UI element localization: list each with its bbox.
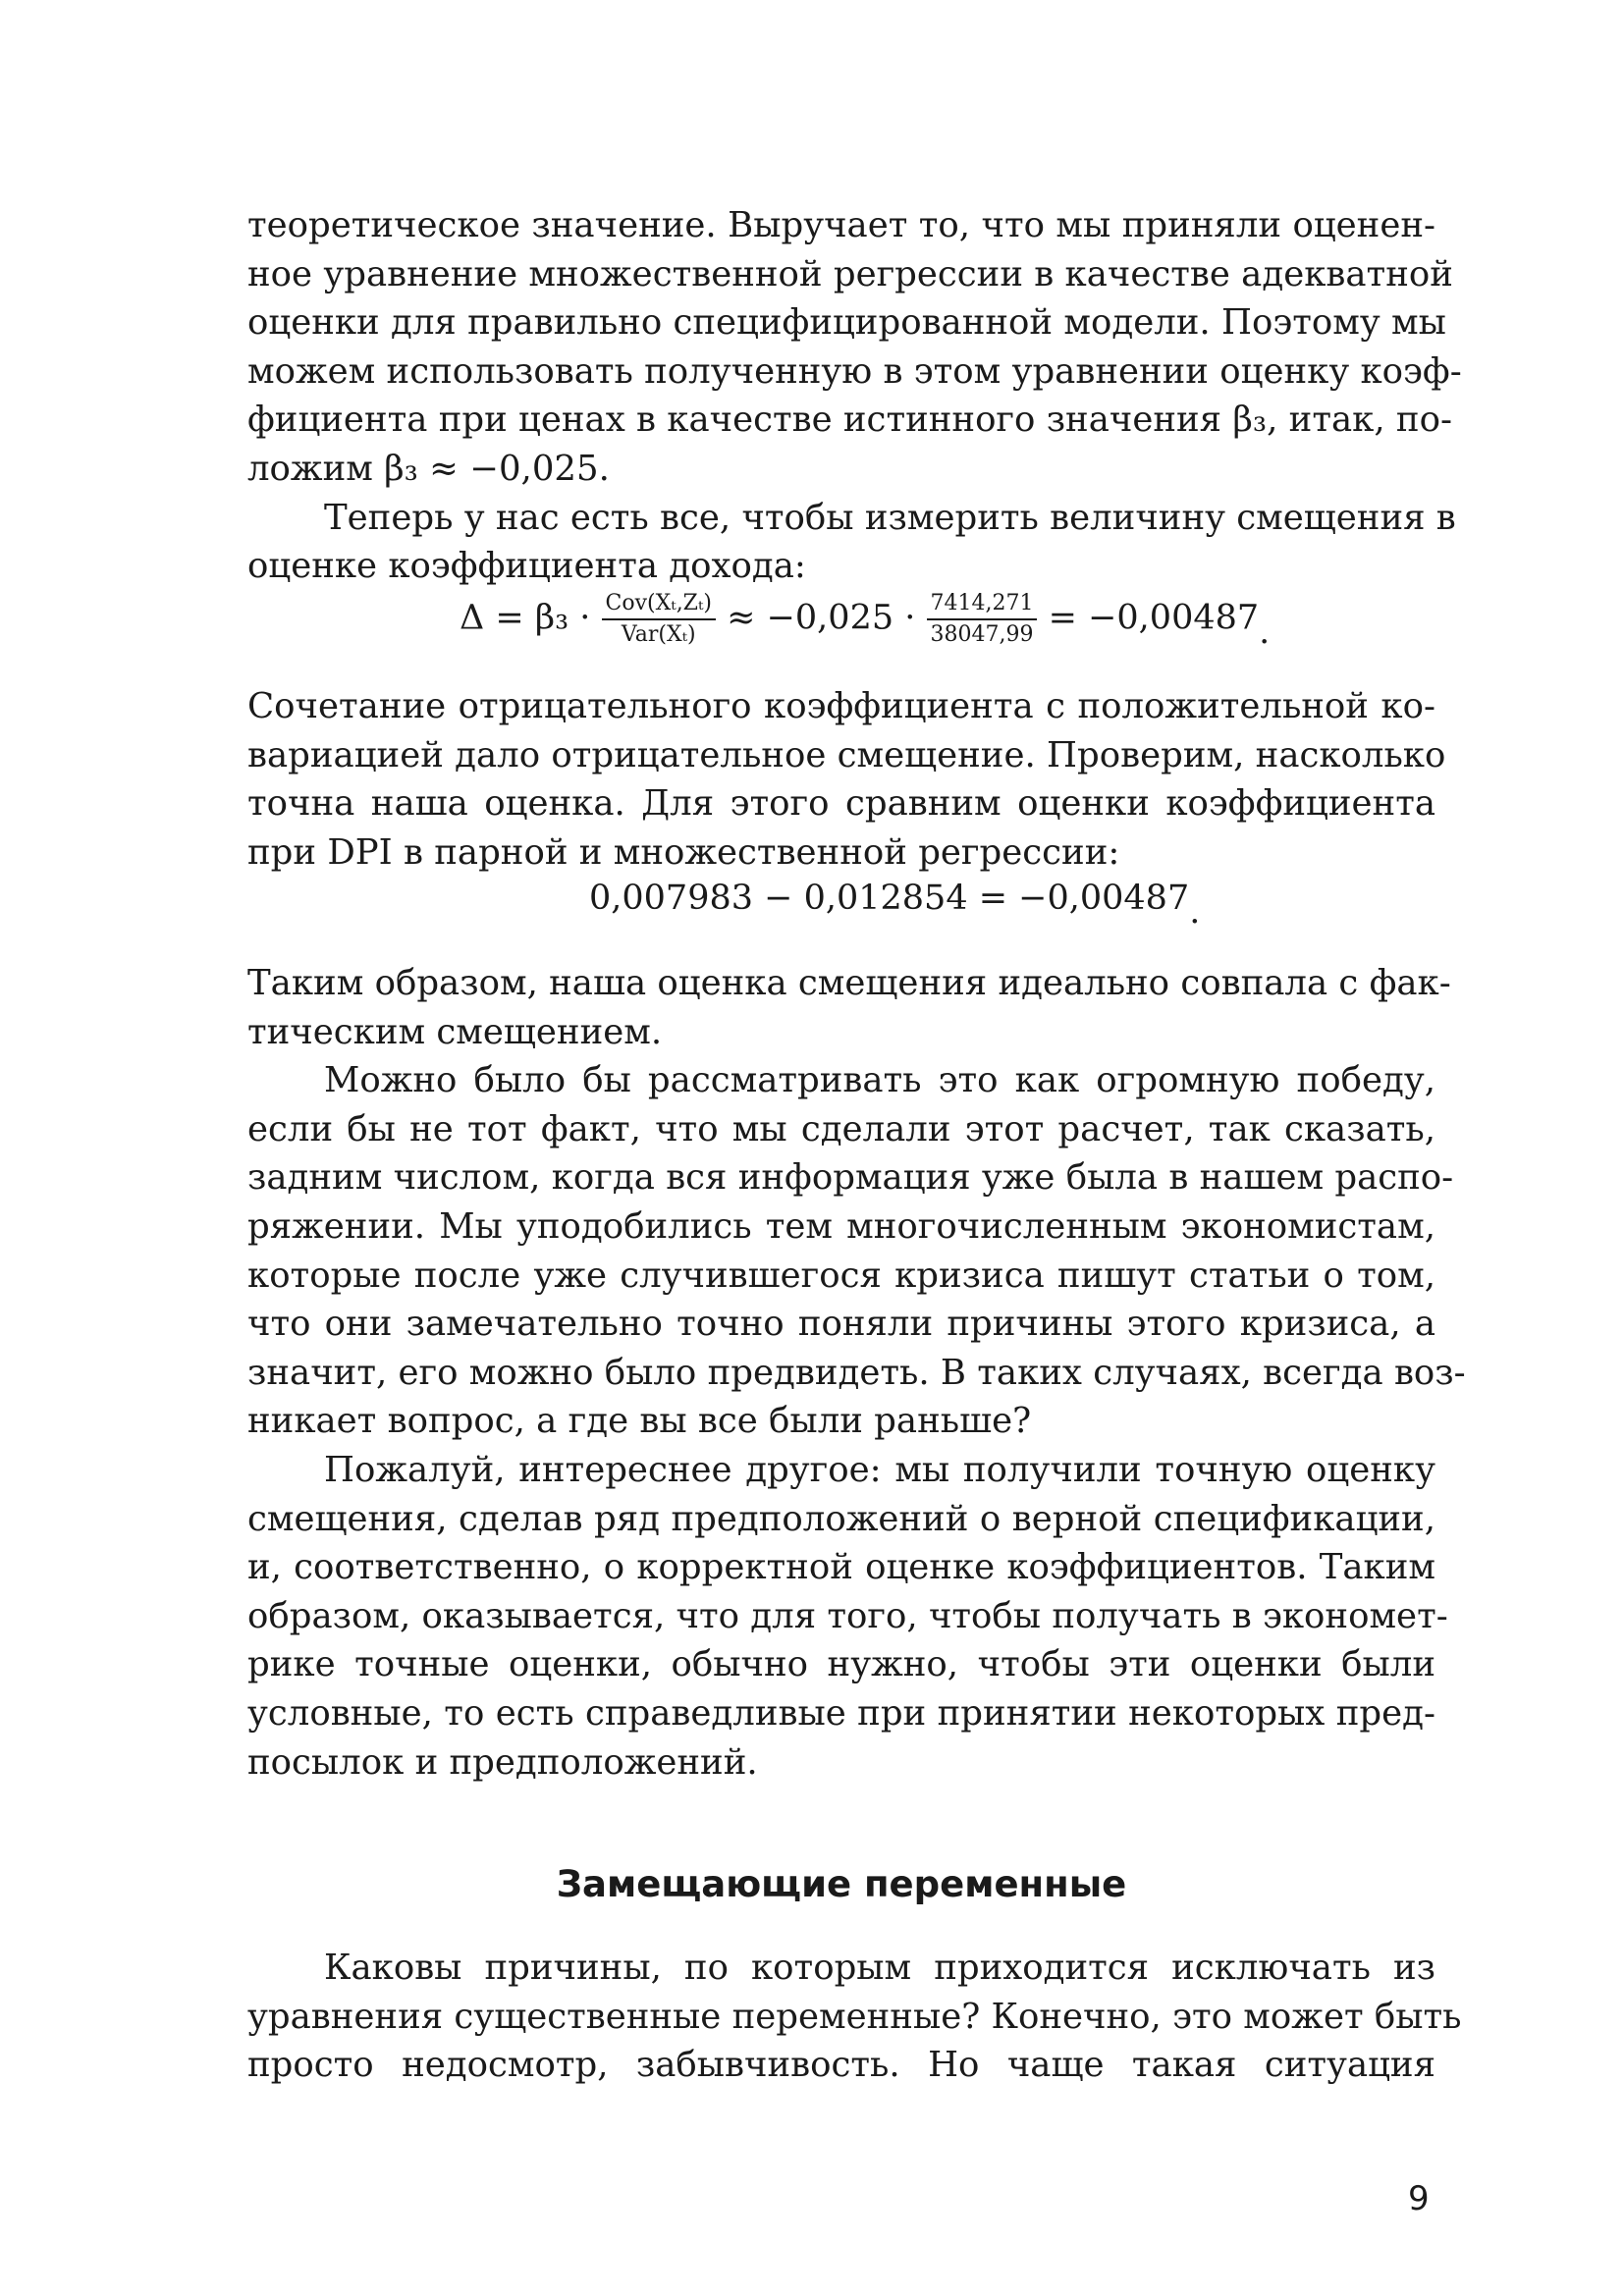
section-heading: Замещающие переменные	[556, 1863, 1127, 1905]
text-line: Можно было бы рассматривать это как огромную победу,	[324, 1060, 1435, 1101]
text-line: посылок и предположений.	[247, 1741, 758, 1783]
page-number: 9	[1408, 2179, 1430, 2218]
text-line: оценки для правильно специфицированной модели. Поэтому мы	[247, 302, 1446, 344]
text-line: ложим β₃ ≈ −0,025.	[247, 448, 610, 489]
formula-difference: 0,007983 − 0,012854 = −0,00487	[589, 879, 1190, 918]
text-line: ряжении. Мы уподобились тем многочисленным экономистам,	[247, 1205, 1435, 1247]
formula-dot: .	[1189, 892, 1201, 932]
paragraph-6	[247, 1446, 1448, 1787]
text-line: точна наша оценка. Для этого сравним оценки коэффициента	[247, 783, 1435, 825]
text-line: которые после уже случившегося кризиса пишут статьи о том,	[247, 1255, 1435, 1296]
text-line: Таким образом, наша оценка смещения идеально совпала с фак-	[247, 963, 1451, 1003]
formula-rhs: = −0,00487	[1048, 598, 1260, 638]
fraction-numerator: 7414,271	[927, 589, 1038, 620]
text-line: Каковы причины, по которым приходится исключать из	[324, 1948, 1435, 1988]
text-line: если бы не тот факт, что мы сделали этот расчет, так сказать,	[247, 1108, 1435, 1149]
fraction-numerator: Cov(Xₜ,Zₜ)	[602, 589, 716, 620]
text-line: условные, то есть справедливые при принятии некоторых пред-	[247, 1692, 1435, 1734]
text-line: фициента при ценах в качестве истинного значения β₃, итак, по-	[247, 400, 1452, 441]
formula-mid: ≈ −0,025 ·	[727, 598, 916, 638]
text-line: можем использовать полученную в этом уравнении оценку коэф-	[247, 350, 1462, 392]
paragraph-5	[247, 1056, 1466, 1446]
fraction-denominator: Var(Xₜ)	[621, 622, 696, 647]
formula-dot: .	[1259, 612, 1271, 652]
text-line: оценке коэффициента дохода:	[247, 546, 806, 587]
text-line: рике точные оценки, обычно нужно, чтобы эти оценки были	[247, 1644, 1435, 1685]
paragraph-1	[247, 201, 1462, 494]
paragraph-4	[247, 959, 1451, 1056]
text-line: смещения, сделав ряд предположений о верной спецификации,	[247, 1498, 1435, 1539]
text-line: значит, его можно было предвидеть. В таких случаях, всегда воз-	[247, 1352, 1466, 1393]
text-line: ное уравнение множественной регрессии в качестве адекватной	[247, 253, 1453, 294]
text-line: уравнения существенные переменные? Конечно, это может быть	[247, 1996, 1462, 2037]
text-line: задним числом, когда вся информация уже была в нашем распо-	[247, 1157, 1454, 1199]
fraction-denominator: 38047,99	[930, 622, 1034, 647]
text-block-mid	[247, 682, 1446, 877]
difference-formula	[589, 879, 1201, 932]
fraction-cov-var	[602, 589, 716, 650]
text-block-bottom	[247, 959, 1466, 1787]
text-line: Теперь у нас есть все, чтобы измерить величину смещения в	[324, 497, 1456, 538]
text-line: что они замечательно точно поняли причины этого кризиса, а	[247, 1304, 1435, 1345]
text-block-last	[247, 1944, 1462, 2090]
text-line: никает вопрос, а где вы все были раньше?	[247, 1401, 1032, 1442]
paragraph-3	[247, 682, 1446, 877]
text-line: вариацией дало отрицательное смещение. Проверим, насколько	[247, 734, 1446, 775]
text-line: просто недосмотр, забывчивость. Но чаще такая ситуация	[247, 2045, 1435, 2086]
text-line: при DPI в парной и множественной регрессии:	[247, 831, 1120, 873]
text-line: теоретическое значение. Выручает то, что мы приняли оценен-	[247, 205, 1435, 245]
paragraph-7	[247, 1944, 1462, 2090]
text-line: тическим смещением.	[247, 1011, 663, 1052]
paragraph-2	[247, 494, 1456, 591]
fraction-values	[927, 589, 1038, 650]
bias-formula	[460, 589, 1270, 650]
text-block-top	[247, 201, 1462, 591]
text-line: образом, оказывается, что для того, чтобы получать в экономет-	[247, 1595, 1448, 1636]
text-line: и, соответственно, о корректной оценке коэффициентов. Таким	[247, 1547, 1435, 1588]
text-line: Пожалуй, интереснее другое: мы получили точную оценку	[324, 1449, 1435, 1490]
formula-lhs: Δ = β₃ ·	[460, 598, 591, 638]
text-line: Сочетание отрицательного коэффициента с положительной ко-	[247, 686, 1435, 726]
